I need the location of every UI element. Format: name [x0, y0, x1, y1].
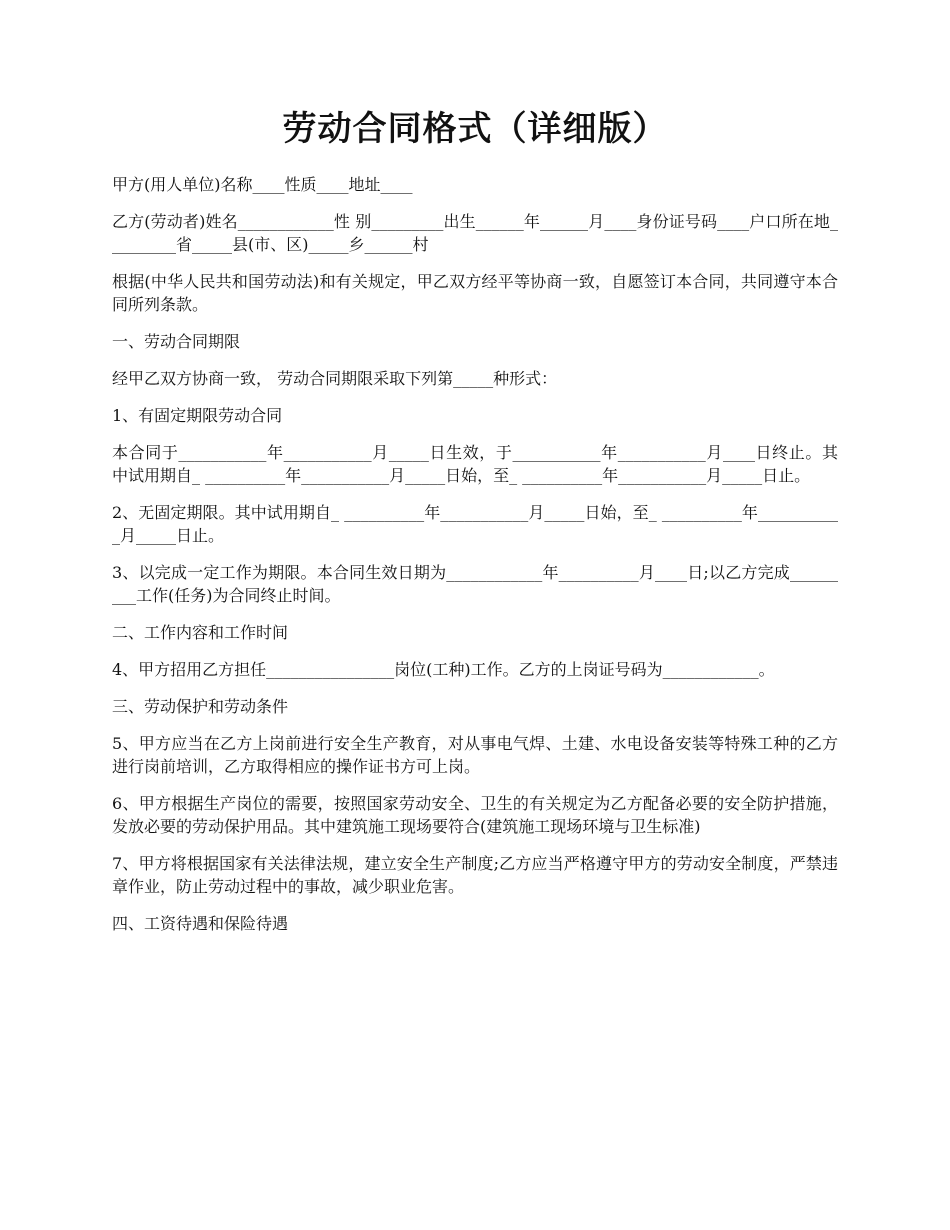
- clause-7: 7、甲方将根据国家有关法律法规，建立安全生产制度;乙方应当严格遵守甲方的劳动安全制度，严禁违章作业，防止劳动过程中的事故，减少职业危害。: [112, 853, 838, 896]
- clause-5: 5、甲方应当在乙方上岗前进行安全生产教育，对从事电气焊、土建、水电设备安装等特殊工种的乙方进行岗前培训，乙方取得相应的操作证书方可上岗。: [112, 733, 838, 776]
- term-form-line: 经甲乙双方协商一致， 劳动合同期限采取下列第_____种形式：: [112, 368, 558, 388]
- section-heading-protection: 三、劳动保护和劳动条件: [112, 696, 289, 716]
- clause-1-heading: 1、有固定期限劳动合同: [112, 405, 283, 425]
- clause-1-body: 本合同于___________年___________月_____日生效，于___________年___________月____日终止。其中试用期自_ __________年___________月_____日始，至_ __________年___________月_____日止。: [112, 442, 838, 485]
- clause-2: 2、无固定期限。其中试用期自_ __________年___________月_____日始，至_ __________年___________月_____日止。: [112, 502, 838, 545]
- section-heading-wages: 四、工资待遇和保险待遇: [112, 913, 289, 933]
- clause-3: 3、以完成一定工作为期限。本合同生效日期为____________年__________月____日;以乙方完成_________工作(任务)为合同终止时间。: [112, 562, 838, 605]
- party-a-line: 甲方(用人单位)名称____性质____地址____: [112, 174, 413, 194]
- section-heading-work: 二、工作内容和工作时间: [112, 622, 289, 642]
- section-heading-term: 一、劳动合同期限: [112, 331, 241, 351]
- party-b-line: 乙方(劳动者)姓名____________性 别_________出生______年______月____身份证号码____户口所在地_________省_____县(市、区)_____乡______村: [112, 211, 838, 254]
- clause-4: 4、甲方招用乙方担任________________岗位(工种)工作。乙方的上岗证号码为____________。: [112, 659, 775, 679]
- document-title: 劳动合同格式（详细版）: [282, 109, 668, 149]
- preamble-paragraph: 根据(中华人民共和国劳动法)和有关规定，甲乙双方经平等协商一致，自愿签订本合同，共同遵守本合同所列条款。: [112, 271, 838, 314]
- clause-6: 6、甲方根据生产岗位的需要，按照国家劳动安全、卫生的有关规定为乙方配备必要的安全防护措施，发放必要的劳动保护用品。其中建筑施工现场要符合(建筑施工现场环境与卫生标准): [112, 793, 838, 836]
